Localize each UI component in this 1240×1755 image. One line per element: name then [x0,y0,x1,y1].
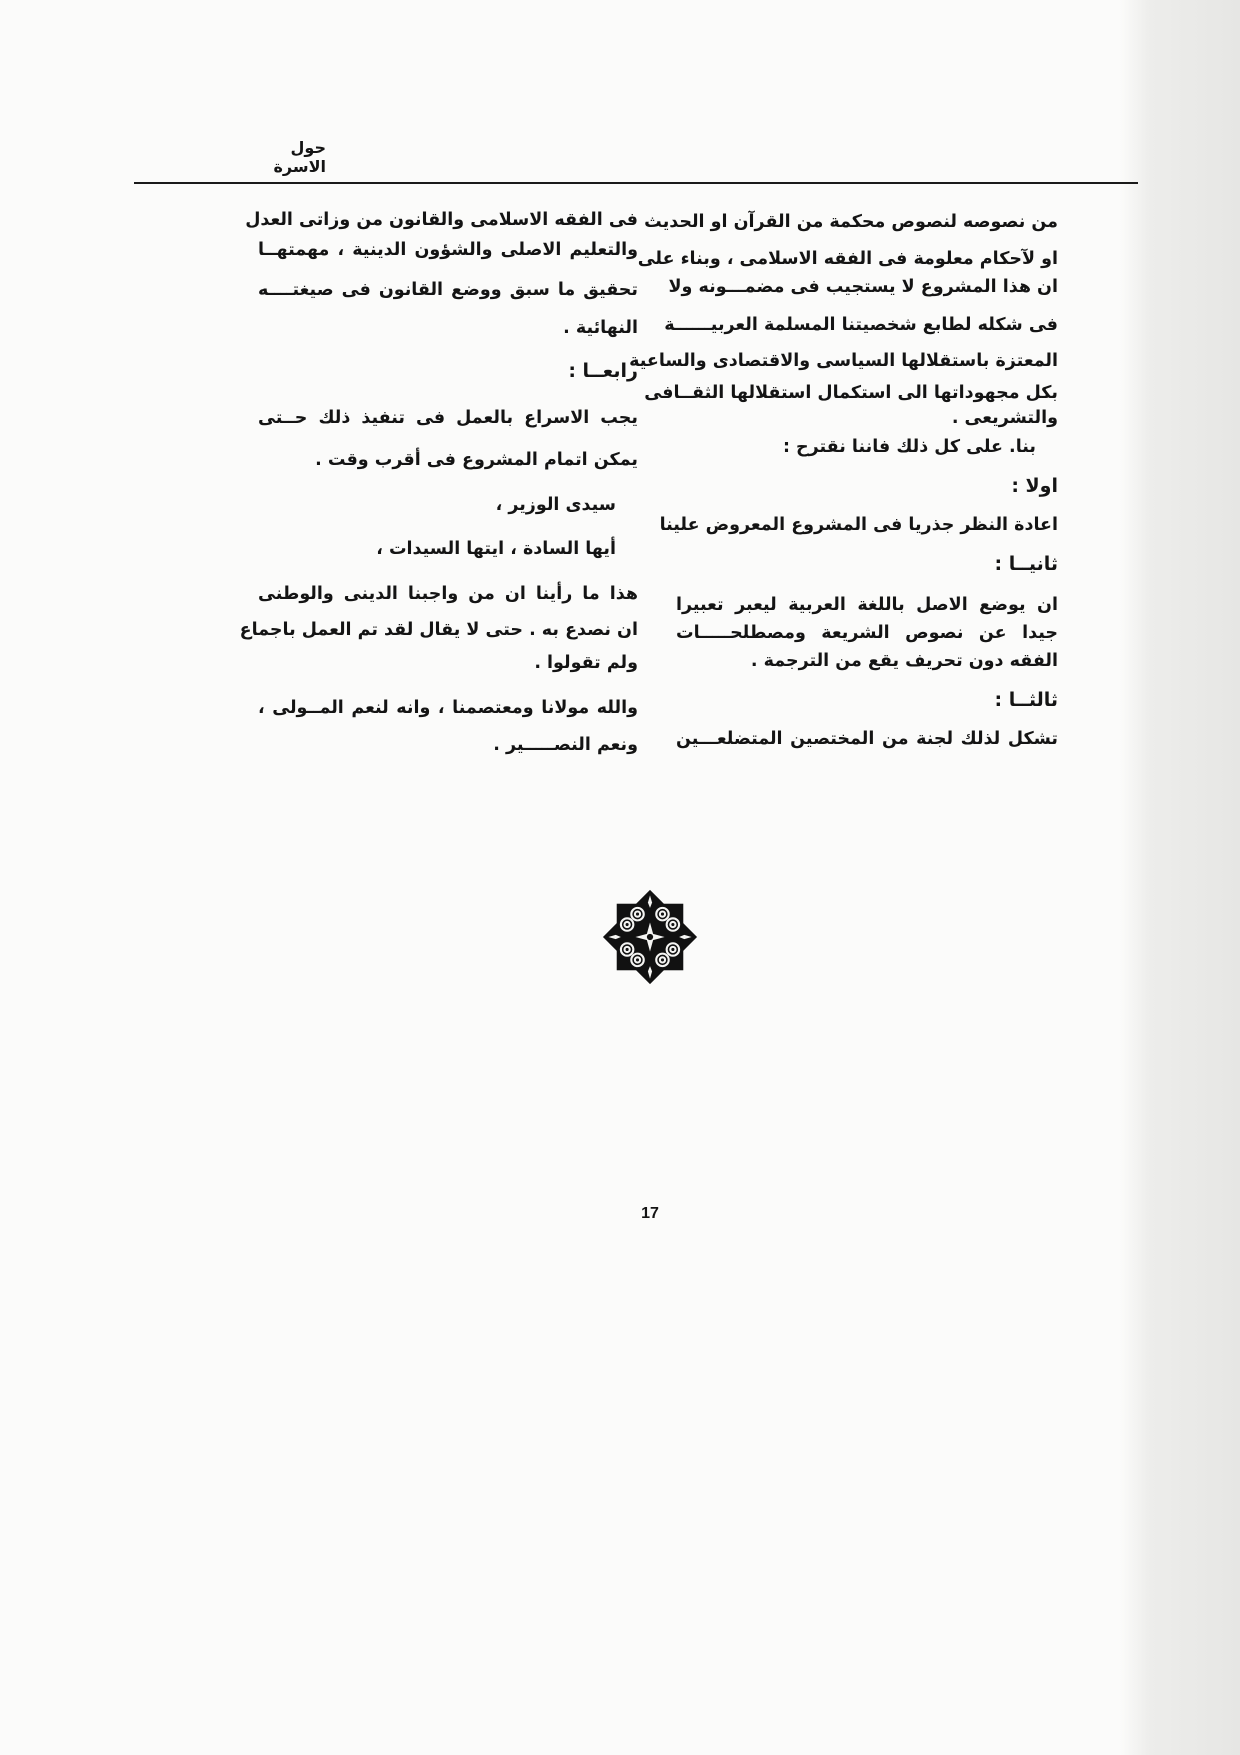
text-line: النهائية . [563,318,638,338]
text-line: والله مولانا ومعتصمنا ، وانه لنعم المــولى ، [258,698,638,718]
text-line: ونعم النصـــــير . [493,735,638,755]
section-heading: ثانيــا : [994,553,1058,575]
text-line: هذا ما رأينا ان من واجبنا الدينى والوطنى [258,584,638,604]
section-heading: ثالثــا : [994,689,1058,711]
text-line: سيدى الوزير ، [495,495,616,515]
text-line: جيدا عن نصوص الشريعة ومصطلحـــــات [676,623,1058,643]
eight-point-star-rosette-icon [598,885,702,989]
text-line: فى الفقه الاسلامى والقانون من وزاتى العدل [245,210,638,230]
header-rule [134,182,1138,184]
text-line: فى شكله لطابع شخصيتنا المسلمة العربيــــــة [664,315,1058,335]
text-line: والتشريعى . [951,408,1058,428]
page-number: 17 [641,1205,659,1222]
running-header: حول الاسرة [273,138,326,176]
text-line: بكل مجهوداتها الى استكمال استقلالها الثقــافى [644,383,1058,403]
text-line: او لآحكام معلومة فى الفقه الاسلامى ، وبناء على [637,249,1058,269]
text-line: تحقيق ما سبق ووضع القانون فى صيغتــــه [258,280,638,300]
text-line: ان نصدع به . حتى لا يقال لقد تم العمل باجماع [239,620,638,640]
text-line: ولم تقولوا . [534,653,638,673]
text-line: ان هذا المشروع لا يستجيب فى مضمـــونه ولا [668,277,1058,297]
text-line: يجب الاسراع بالعمل فى تنفيذ ذلك حــتى [258,408,638,428]
text-line: من نصوصه لنصوص محكمة من القرآن او الحديث [644,212,1058,232]
text-line: والتعليم الاصلى والشؤون الدينية ، مهمتهــا [258,240,638,260]
text-line: ان يوضع الاصل باللغة العربية ليعبر تعبيرا [676,595,1058,615]
text-line: أيها السادة ، ايتها السيدات ، [376,539,616,559]
text-line: الفقه دون تحريف يقع من الترجمة . [750,651,1058,671]
text-line: اعادة النظر جذريا فى المشروع المعروض علينا [659,515,1058,535]
text-line: بنا. على كل ذلك فاننا نقترح : [782,437,1036,457]
text-line: المعتزة باستقلالها السياسى والاقتصادى والساعية [629,351,1058,371]
text-line: تشكل لذلك لجنة من المختصين المتضلعـــين [676,729,1058,749]
section-heading: رابعــا : [568,360,638,382]
section-heading: اولا : [1011,475,1058,497]
text-line: يمكن اتمام المشروع فى أقرب وقت . [315,450,638,470]
